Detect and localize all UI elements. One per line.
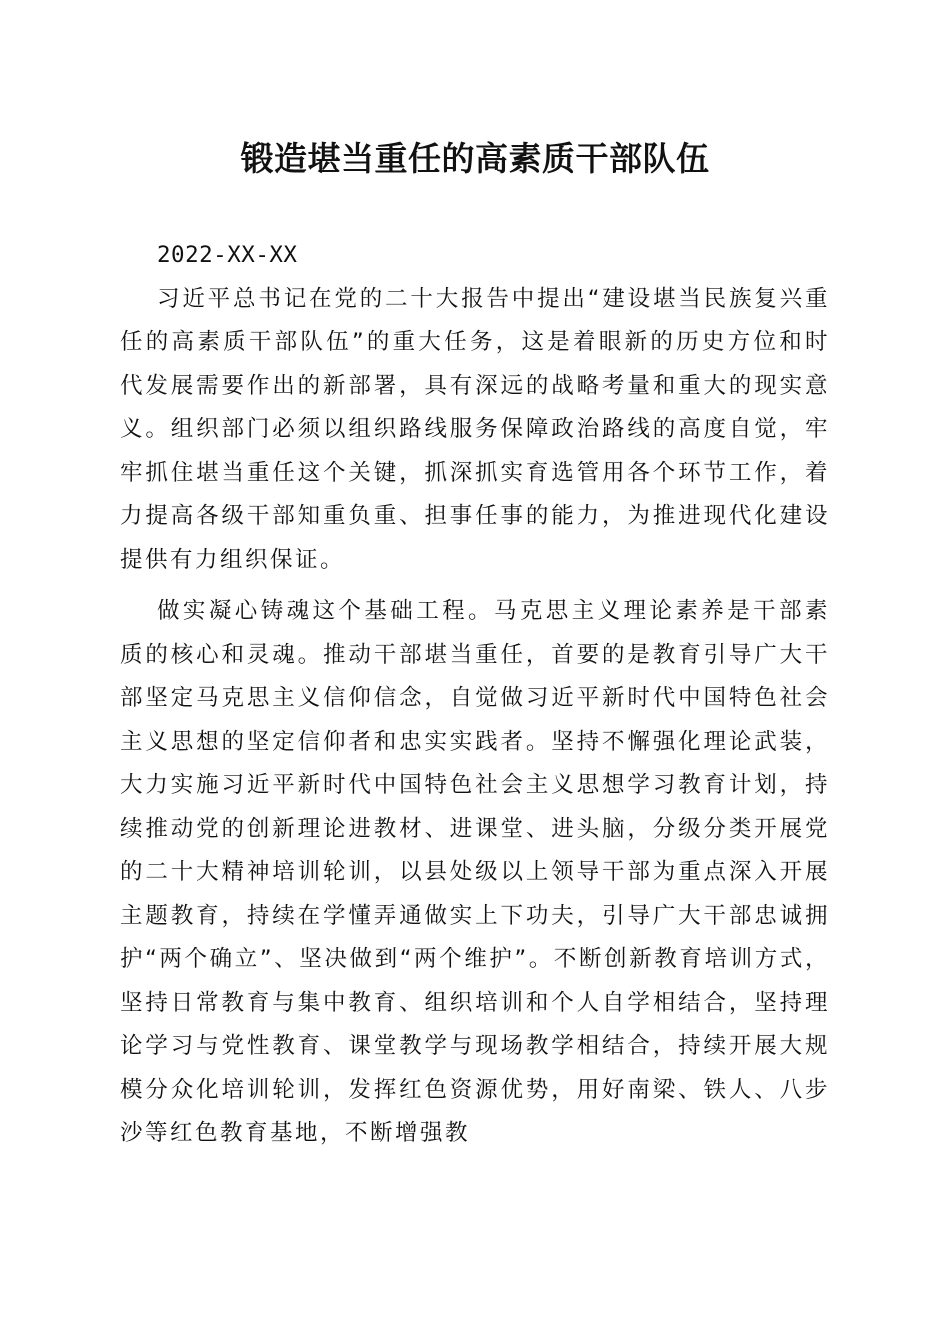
document-date: 2022-XX-XX [157,242,298,268]
paragraph-intro: 习近平总书记在党的二十大报告中提出“建设堪当民族复兴重任的高素质干部队伍”的重大任务，这是着眼新的历史方位和时代发展需要作出的新部署，具有深远的战略考量和重大的现实意义。组织部门必须以组织路线服务保障政治路线的高度自觉，牢牢抓住堪当重任这个关键，抓深抓实育选管用各个环节工作，着力提高各级干部知重负重、担事任事的能力，为推进现代化建设提供有力组织保证。 [120,285,830,573]
document-title: 锻造堪当重任的高素质干部队伍 [240,139,710,178]
document-body [120,234,830,1156]
paragraph-theory-education: 做实凝心铸魂这个基础工程。马克思主义理论素养是干部素质的核心和灵魂。推动干部堪当重任，首要的是教育引导广大干部坚定马克思主义信仰信念，自觉做习近平新时代中国特色社会主义思想的坚定信仰者和忠实实践者。坚持不懈强化理论武装，大力实施习近平新时代中国特色社会主义思想学习教育计划，持续推动党的创新理论进教材、进课堂、进头脑，分级分类开展党的二十大精神培训轮训，以县处级以上领导干部为重点深入开展主题教育，持续在学懂弄通做实上下功夫，引导广大干部忠诚拥护“两个确立”、坚决做到“两个维护”。不断创新教育培训方式，坚持日常教育与集中教育、组织培训和个人自学相结合，坚持理论学习与党性教育、课堂教学与现场教学相结合，持续开展大规模分众化培训轮训，发挥红色资源优势，用好南梁、铁人、八步沙等红色教育基地，不断增强教 [120,598,830,1146]
